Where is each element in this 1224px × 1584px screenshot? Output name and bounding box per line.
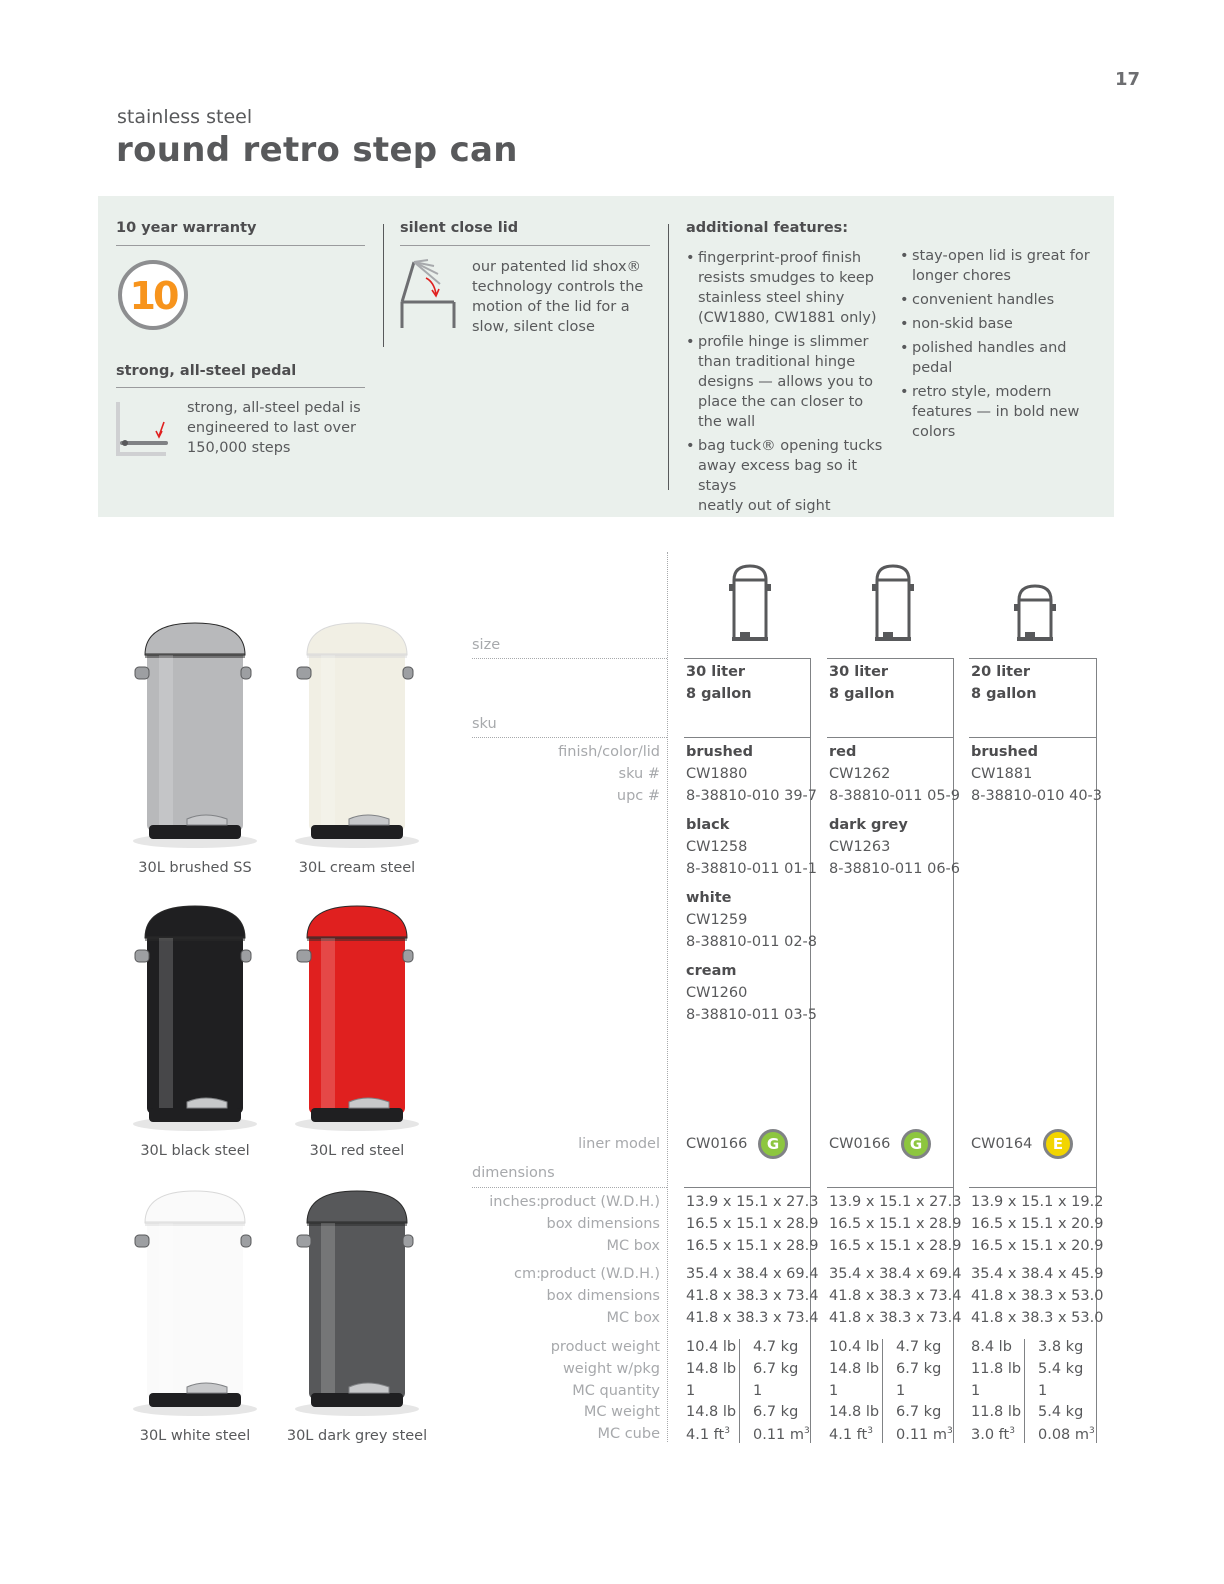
dimension-inches: 13.9 x 15.1 x 27.3	[686, 1194, 819, 1210]
divider	[969, 658, 1097, 659]
can-size-icon	[726, 558, 774, 642]
sku-number: CW1260	[686, 985, 748, 1001]
list-item: • retro style, modern features — in bold new colors	[900, 382, 1100, 442]
size-gallons: 8 gallon	[971, 686, 1037, 702]
weight-imperial: 11.8 lb	[971, 1404, 1022, 1420]
divider	[684, 737, 811, 738]
sku-number: CW1259	[686, 912, 748, 928]
dimension-cm: 35.4 x 38.4 x 69.4	[686, 1266, 819, 1282]
label-upc: upc #	[616, 788, 660, 804]
sku-number: CW1262	[829, 766, 891, 782]
list-item: • polished handles and pedal	[900, 338, 1100, 378]
column-divider	[810, 658, 811, 1188]
weight-imperial: 1	[971, 1383, 981, 1399]
sku-number: CW1880	[686, 766, 748, 782]
upc-number: 8-38810-010 40-3	[971, 788, 1103, 804]
dimension-cm: 35.4 x 38.4 x 45.9	[971, 1266, 1104, 1282]
label-mc-cube: MC cube	[597, 1426, 660, 1442]
upc-number: 8-38810-011 06-6	[829, 861, 961, 877]
weight-imperial: 11.8 lb	[971, 1361, 1022, 1377]
weight-imperial: 1	[686, 1383, 696, 1399]
weight-imperial: 10.4 lb	[829, 1339, 880, 1355]
photo-caption: 30L red steel	[309, 1143, 405, 1159]
finish-name: cream	[686, 963, 737, 979]
dimension-cm: 41.8 x 38.3 x 53.0	[971, 1288, 1104, 1304]
weight-metric: 1	[1038, 1383, 1048, 1399]
dimension-inches: 13.9 x 15.1 x 27.3	[829, 1194, 962, 1210]
list-item: • fingerprint-proof finish resists smudges to keep stainless steel shiny (CW1880, CW1881 only)	[686, 248, 896, 328]
finish-name: black	[686, 817, 730, 833]
size-liters: 20 liter	[971, 664, 1031, 680]
photo-caption: 30L black steel	[140, 1143, 250, 1159]
label-mc-weight: MC weight	[583, 1404, 660, 1420]
label-inches: inches:	[489, 1194, 541, 1210]
label-mc-box-in: MC box	[606, 1238, 660, 1254]
label-mc-quantity: MC quantity	[572, 1383, 660, 1399]
step-can-photo	[115, 615, 275, 850]
weight-metric: 0.08 $m^3$	[1038, 1426, 1095, 1443]
finish-name: brushed	[971, 744, 1039, 760]
divider	[472, 737, 667, 738]
size-liters: 30 liter	[686, 664, 746, 680]
upc-number: 8-38810-010 39-7	[686, 788, 818, 804]
photo-caption: 30L white steel	[139, 1428, 251, 1444]
photo-caption: 30L dark grey steel	[286, 1428, 428, 1444]
category-kicker: stainless steel	[117, 106, 253, 128]
page-title: round retro step can	[116, 130, 518, 170]
weight-metric: 3.8 kg	[1038, 1339, 1084, 1355]
label-finish: finish/color/lid	[558, 744, 660, 760]
dimension-cm: 41.8 x 38.3 x 73.4	[829, 1288, 962, 1304]
section-label-dimensions: dimensions	[472, 1165, 555, 1181]
divider	[116, 387, 365, 388]
dimension-cm: 41.8 x 38.3 x 73.4	[686, 1288, 819, 1304]
lid-heading: silent close lid	[400, 220, 519, 236]
label-liner-model: liner model	[578, 1136, 660, 1152]
can-size-icon	[869, 558, 917, 642]
column-divider	[739, 1339, 740, 1443]
lid-description: our patented lid shox® technology controls the motion of the lid for a slow, silent close	[472, 259, 644, 335]
weight-imperial: 10.4 lb	[686, 1339, 737, 1355]
list-item: • stay-open lid is great for longer chores	[900, 246, 1100, 286]
label-product-dims-cm: product (W.D.H.)	[539, 1266, 660, 1282]
label-cm: cm:	[514, 1266, 541, 1282]
column-divider	[383, 224, 384, 347]
photo-caption: 30L brushed SS	[138, 860, 252, 876]
divider	[116, 245, 365, 246]
upc-number: 8-38810-011 03-5	[686, 1007, 818, 1023]
column-divider	[1024, 1339, 1025, 1443]
section-label-size: size	[472, 637, 501, 653]
label-mc-box-cm: MC box	[606, 1310, 660, 1326]
weight-imperial: 14.8 lb	[829, 1361, 880, 1377]
dimension-inches: 16.5 x 15.1 x 28.9	[686, 1238, 819, 1254]
divider	[969, 737, 1097, 738]
silent-lid-icon	[398, 252, 462, 332]
step-can-photo	[277, 1183, 437, 1418]
weight-imperial: 8.4 lb	[971, 1339, 1012, 1355]
pedal-description: strong, all-steel pedal is engineered to last over 150,000 steps	[187, 400, 361, 456]
upc-number: 8-38810-011 01-1	[686, 861, 818, 877]
finish-name: brushed	[686, 744, 754, 760]
finish-name: dark grey	[829, 817, 908, 833]
liner-code-badge: G	[758, 1129, 788, 1159]
weight-imperial: 4.1 $ft^3$	[829, 1426, 873, 1443]
page-number: 17	[1114, 69, 1140, 90]
size-gallons: 8 gallon	[686, 686, 752, 702]
weight-metric: 4.7 kg	[753, 1339, 799, 1355]
dimension-cm: 41.8 x 38.3 x 73.4	[686, 1310, 819, 1326]
dimension-inches: 16.5 x 15.1 x 28.9	[829, 1238, 962, 1254]
dimension-inches: 13.9 x 15.1 x 19.2	[971, 1194, 1104, 1210]
finish-name: white	[686, 890, 732, 906]
sku-number: CW1263	[829, 839, 891, 855]
column-divider	[953, 658, 954, 1188]
divider	[472, 658, 667, 659]
upc-number: 8-38810-011 05-9	[829, 788, 961, 804]
finish-name: red	[829, 744, 857, 760]
weight-metric: 0.11 $m^3$	[896, 1426, 953, 1443]
weight-metric: 6.7 kg	[753, 1404, 799, 1420]
size-gallons: 8 gallon	[829, 686, 895, 702]
weight-metric: 0.11 $m^3$	[753, 1426, 810, 1443]
weight-imperial: 1	[829, 1383, 839, 1399]
divider	[667, 552, 668, 1442]
dimension-inches: 16.5 x 15.1 x 20.9	[971, 1238, 1104, 1254]
label-product-dims-in: product (W.D.H.)	[539, 1194, 660, 1210]
step-can-photo	[115, 1183, 275, 1418]
pedal-icon	[114, 400, 174, 460]
divider	[827, 658, 954, 659]
list-item: • convenient handles	[900, 290, 1100, 310]
divider	[827, 737, 954, 738]
divider	[827, 1187, 954, 1188]
liner-model: CW0164	[971, 1136, 1033, 1152]
weight-imperial: 3.0 $ft^3$	[971, 1426, 1015, 1443]
dimension-cm: 41.8 x 38.3 x 53.0	[971, 1310, 1104, 1326]
list-item: • profile hinge is slimmer than traditional hinge designs — allows you to place the can closer to the wall	[686, 332, 896, 432]
label-box-dims-in: box dimensions	[546, 1216, 660, 1232]
liner-code-badge: E	[1043, 1129, 1073, 1159]
divider	[969, 1187, 1097, 1188]
list-item: • bag tuck® opening tucks away excess bag so it stays neatly out of sight	[686, 436, 896, 516]
step-can-photo	[277, 898, 437, 1133]
weight-metric: 6.7 kg	[753, 1361, 799, 1377]
dimension-inches: 16.5 x 15.1 x 28.9	[829, 1216, 962, 1232]
label-weight-pkg: weight w/pkg	[562, 1361, 660, 1377]
weight-imperial: 14.8 lb	[686, 1404, 737, 1420]
liner-code-badge: G	[901, 1129, 931, 1159]
weight-metric: 5.4 kg	[1038, 1404, 1084, 1420]
label-sku: sku #	[618, 766, 660, 782]
weight-metric: 1	[896, 1383, 906, 1399]
photo-caption: 30L cream steel	[298, 860, 416, 876]
divider	[472, 1187, 667, 1188]
divider	[684, 658, 811, 659]
sku-number: CW1258	[686, 839, 748, 855]
warranty-heading: 10 year warranty	[116, 220, 257, 236]
weight-metric: 6.7 kg	[896, 1404, 942, 1420]
list-item: • non-skid base	[900, 314, 1100, 334]
dimension-cm: 41.8 x 38.3 x 73.4	[829, 1310, 962, 1326]
step-can-photo	[115, 898, 275, 1133]
label-product-weight: product weight	[550, 1339, 660, 1355]
column-divider	[668, 224, 669, 490]
weight-metric: 4.7 kg	[896, 1339, 942, 1355]
pedal-heading: strong, all-steel pedal	[116, 363, 297, 379]
dimension-cm: 35.4 x 38.4 x 69.4	[829, 1266, 962, 1282]
sku-number: CW1881	[971, 766, 1033, 782]
warranty-badge-icon: 10	[118, 260, 188, 330]
can-size-icon	[1011, 558, 1059, 642]
size-liters: 30 liter	[829, 664, 889, 680]
section-label-sku: sku	[472, 716, 497, 732]
upc-number: 8-38810-011 02-8	[686, 934, 818, 950]
weight-metric: 5.4 kg	[1038, 1361, 1084, 1377]
liner-model: CW0166	[686, 1136, 748, 1152]
weight-imperial: 14.8 lb	[686, 1361, 737, 1377]
dimension-inches: 16.5 x 15.1 x 28.9	[686, 1216, 819, 1232]
weight-imperial: 4.1 $ft^3$	[686, 1426, 730, 1443]
additional-features-list-left	[686, 248, 896, 520]
column-divider	[882, 1339, 883, 1443]
step-can-photo	[277, 615, 437, 850]
weight-metric: 1	[753, 1383, 763, 1399]
column-divider	[1096, 658, 1097, 1188]
divider	[400, 245, 650, 246]
additional-features-heading: additional features:	[686, 220, 849, 236]
weight-metric: 6.7 kg	[896, 1361, 942, 1377]
additional-features-list-right	[900, 246, 1100, 446]
label-box-dims-cm: box dimensions	[546, 1288, 660, 1304]
divider	[684, 1187, 811, 1188]
feature-panel	[98, 196, 1114, 517]
weight-imperial: 14.8 lb	[829, 1404, 880, 1420]
dimension-inches: 16.5 x 15.1 x 20.9	[971, 1216, 1104, 1232]
liner-model: CW0166	[829, 1136, 891, 1152]
